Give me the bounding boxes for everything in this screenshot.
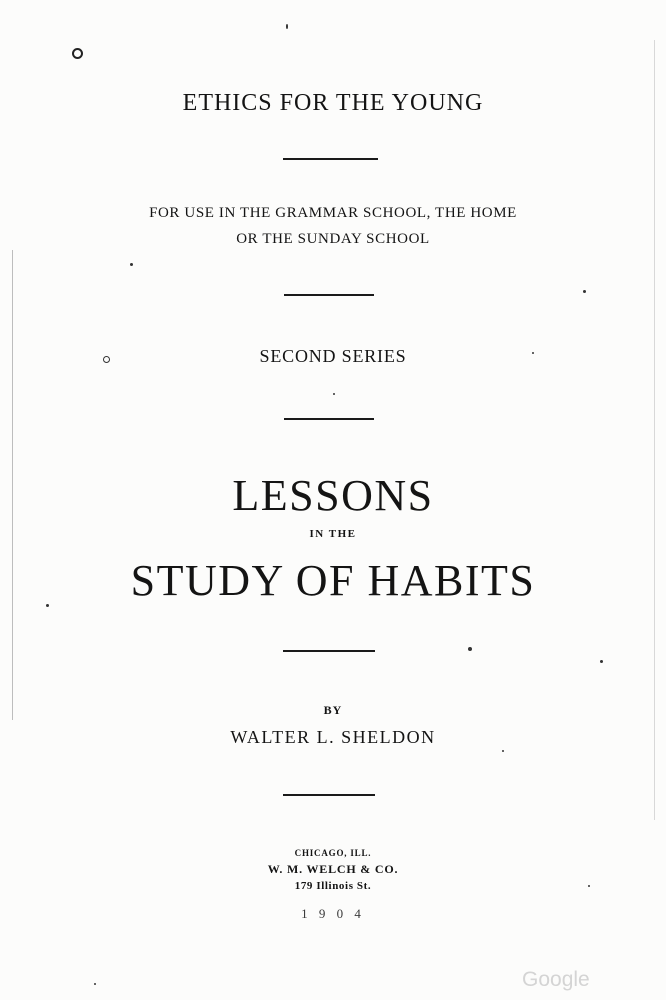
divider-5 <box>283 794 375 796</box>
by-label: BY <box>323 703 343 717</box>
author-name: WALTER L. SHELDON <box>230 727 436 747</box>
speck-2 <box>286 24 288 29</box>
speck-11 <box>502 750 504 752</box>
book-title-main: LESSONS <box>232 471 434 520</box>
subtitle-line-2: OR THE SUNDAY SCHOOL <box>236 231 430 247</box>
imprint-city: CHICAGO, ILL. <box>294 848 372 858</box>
series-title: ETHICS FOR THE YOUNG <box>182 90 484 116</box>
series-number: SECOND SERIES <box>259 346 407 366</box>
google-watermark: Google <box>522 968 590 991</box>
speck-7 <box>333 393 335 395</box>
speck-5 <box>103 356 110 363</box>
book-title-sub: STUDY OF HABITS <box>130 556 536 605</box>
speck-4 <box>583 290 586 293</box>
imprint-address: 179 Illinois St. <box>294 880 372 892</box>
subtitle-line-1: FOR USE IN THE GRAMMAR SCHOOL, THE HOME <box>149 205 517 221</box>
speck-10 <box>46 604 49 607</box>
speck-1 <box>72 48 83 59</box>
divider-2 <box>284 294 374 296</box>
speck-13 <box>94 983 96 985</box>
imprint-publisher: W. M. WELCH & CO. <box>267 862 399 876</box>
divider-1 <box>283 158 378 160</box>
divider-3 <box>284 418 374 420</box>
speck-6 <box>532 352 534 354</box>
speck-9 <box>600 660 603 663</box>
divider-4 <box>283 650 375 652</box>
book-title-connector: IN THE <box>309 528 357 540</box>
speck-3 <box>130 263 133 266</box>
imprint-date: 1 9 0 4 <box>301 906 365 921</box>
speck-12 <box>588 885 590 887</box>
speck-8 <box>468 647 472 651</box>
